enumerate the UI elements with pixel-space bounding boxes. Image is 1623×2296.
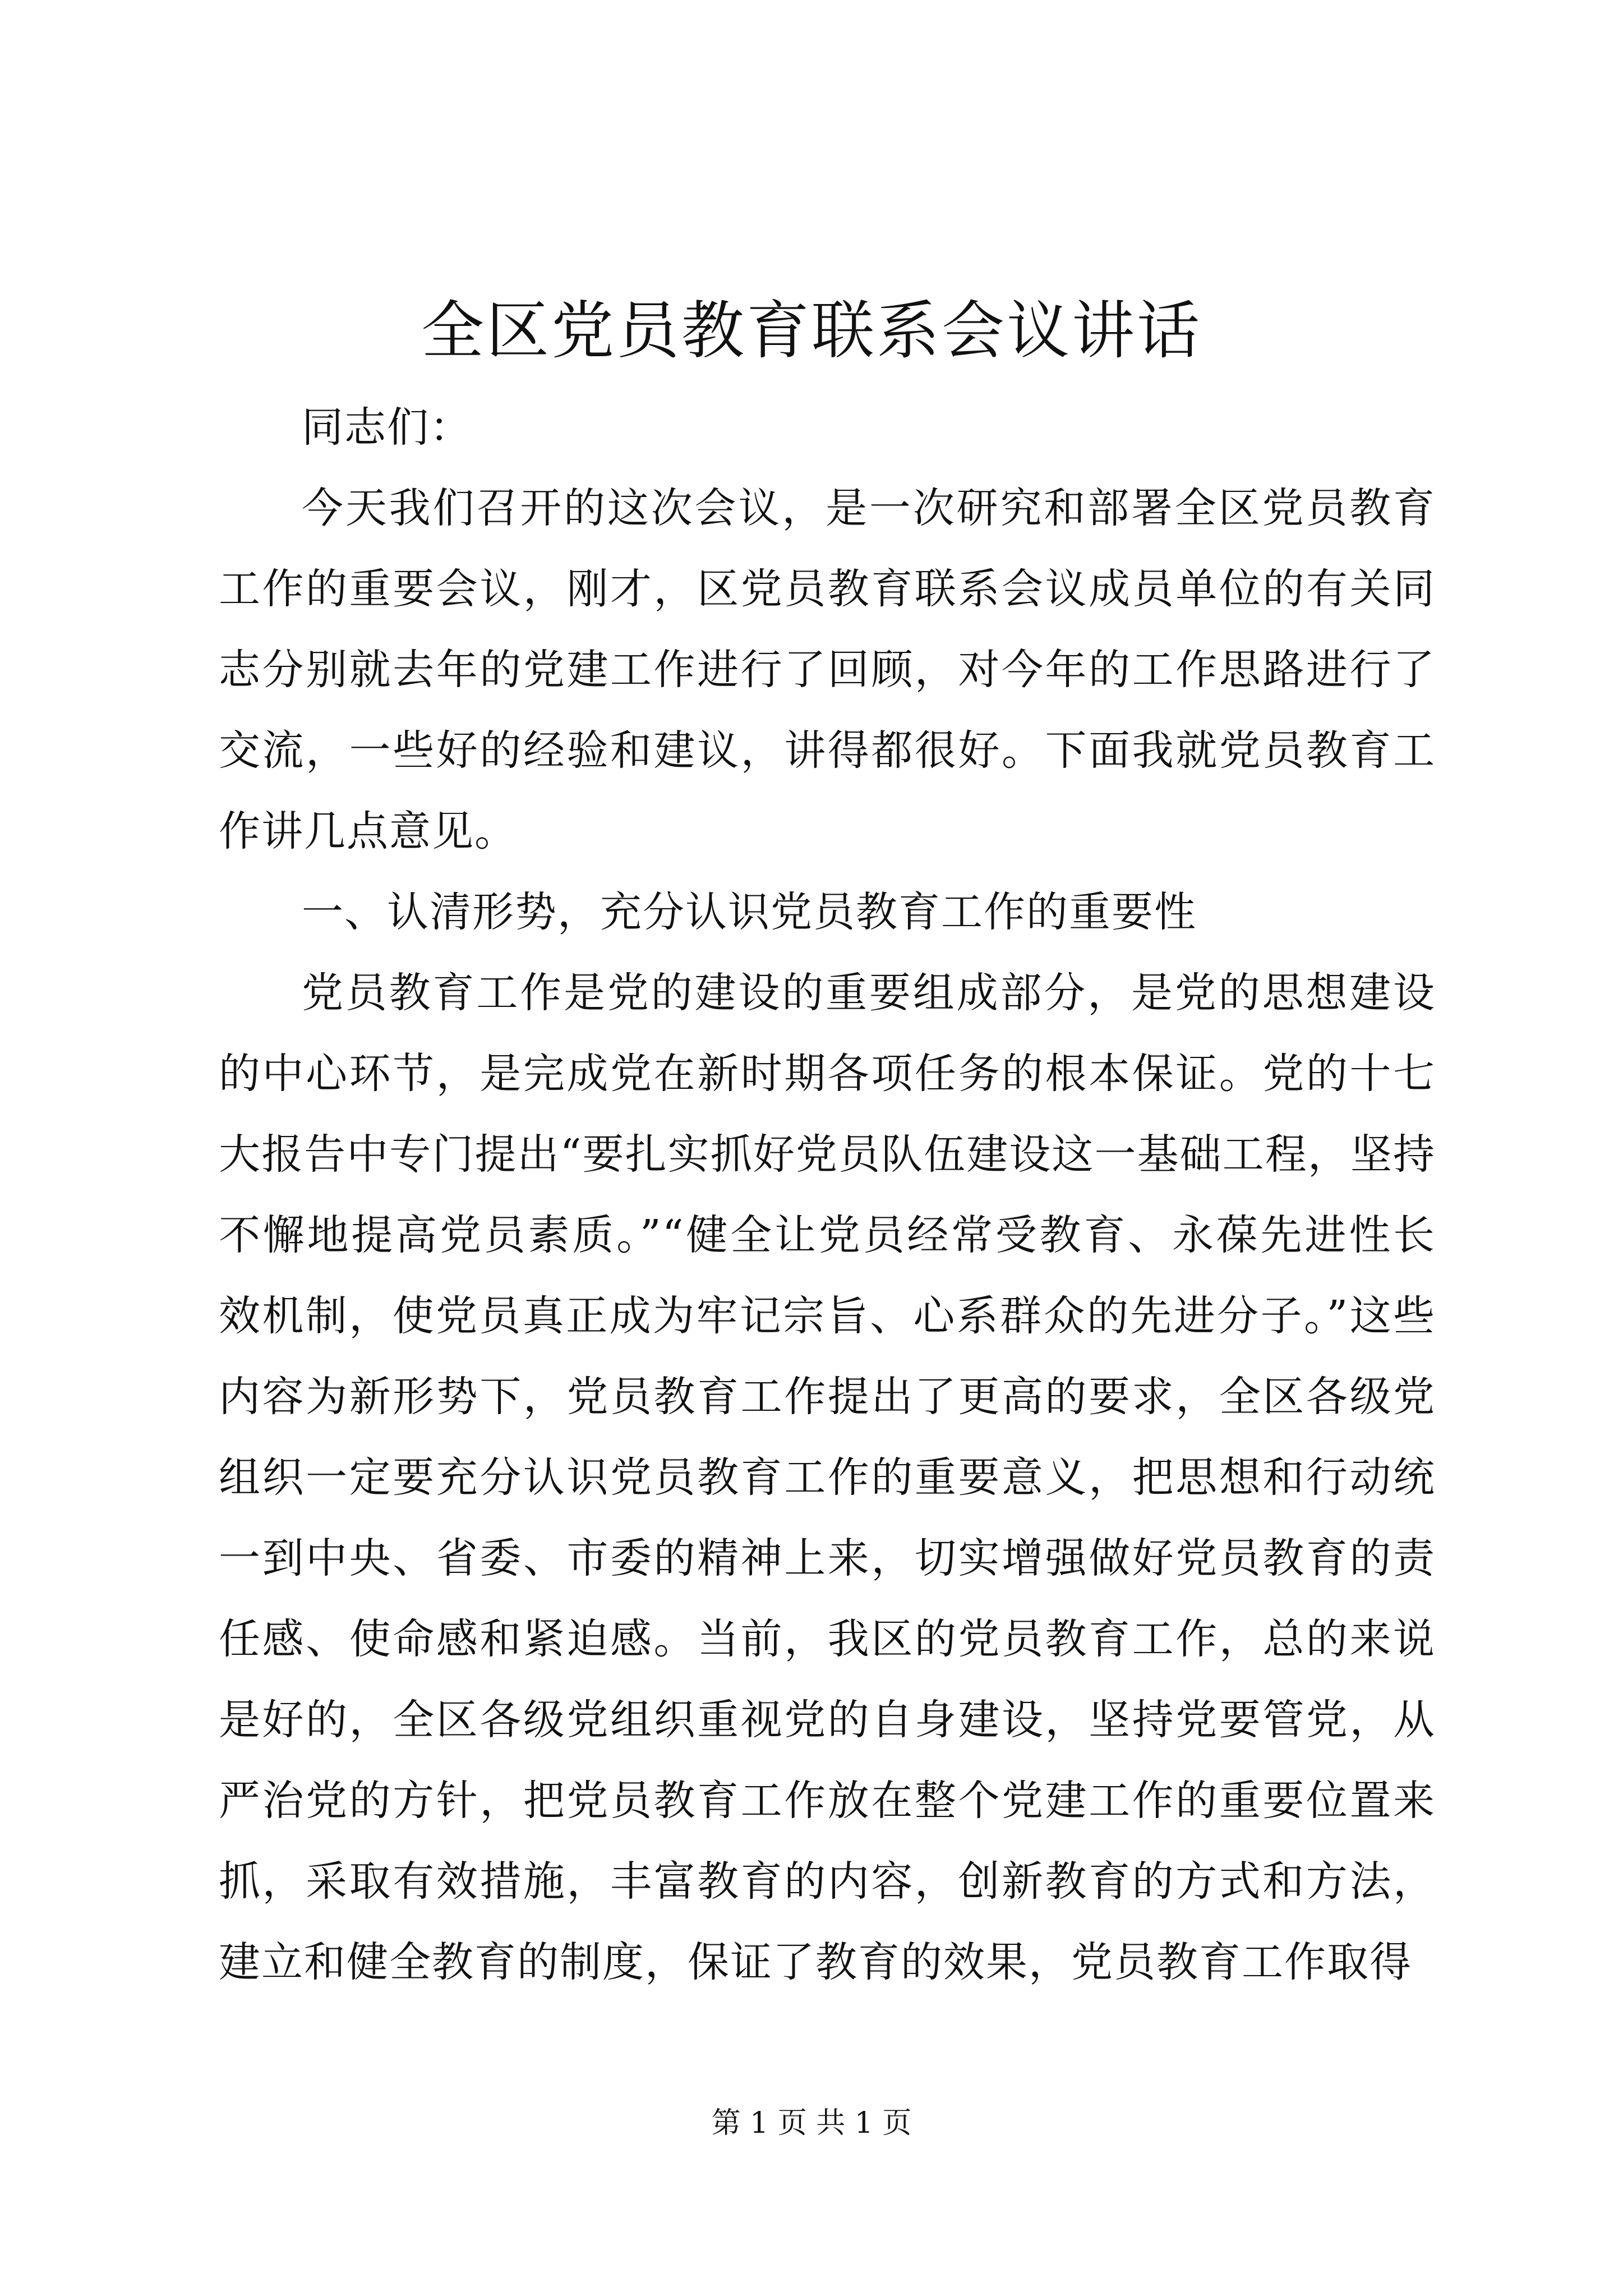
section-heading-1: 一、认清形势，充分认识党员教育工作的重要性 [302, 888, 1197, 936]
page-footer: 第 1 页 共 1 页 [711, 2106, 912, 2140]
section-1-paragraph: 党员教育工作是党的建设的重要组成部分，是党的思想建设的中心环节，是完成党在新时期各项任务的根本保证。党的十七大报告中专门提出“要扎实抓好党员队伍建设这一基础工程，坚持不懈地提高党员素质。”“健全让党员经常受教育、永葆先进性长效机制，使党员真正成为牢记宗旨、心系群众的先进分子。”这些内容为新形势下，党员教育工作提出了更高的要求，全区各级党组织一定要充分认识党员教育工作的重要意义，把思想和行动统一到中央、省委、市委的精神上来，切实增强做好党员教育的责任感、使命感和紧迫感。当前，我区的党员教育工作，总的来说是好的，全区各级党组织重视党的自身建设，坚持党要管党，从严治党的方针，把党员教育工作放在整个党建工作的重要位置来抓，采取有效措施，丰富教育的内容，创新教育的方式和方法，建立和健全教育的制度，保证了教育的效果，党员教育工作取得 [219, 969, 1436, 1986]
salutation-paragraph: 同志们： [302, 403, 472, 452]
document-body [219, 387, 1436, 2003]
intro-paragraph: 今天我们召开的这次会议，是一次研究和部署全区党员教育工作的重要会议，刚才，区党员教育联系会议成员单位的有关同志分别就去年的党建工作进行了回顾，对今年的工作思路进行了交流，一些好的经验和建议，讲得都很好。下面我就党员教育工作讲几点意见。 [219, 484, 1436, 855]
document-title: 全区党员教育联系会议讲话 [421, 295, 1202, 367]
